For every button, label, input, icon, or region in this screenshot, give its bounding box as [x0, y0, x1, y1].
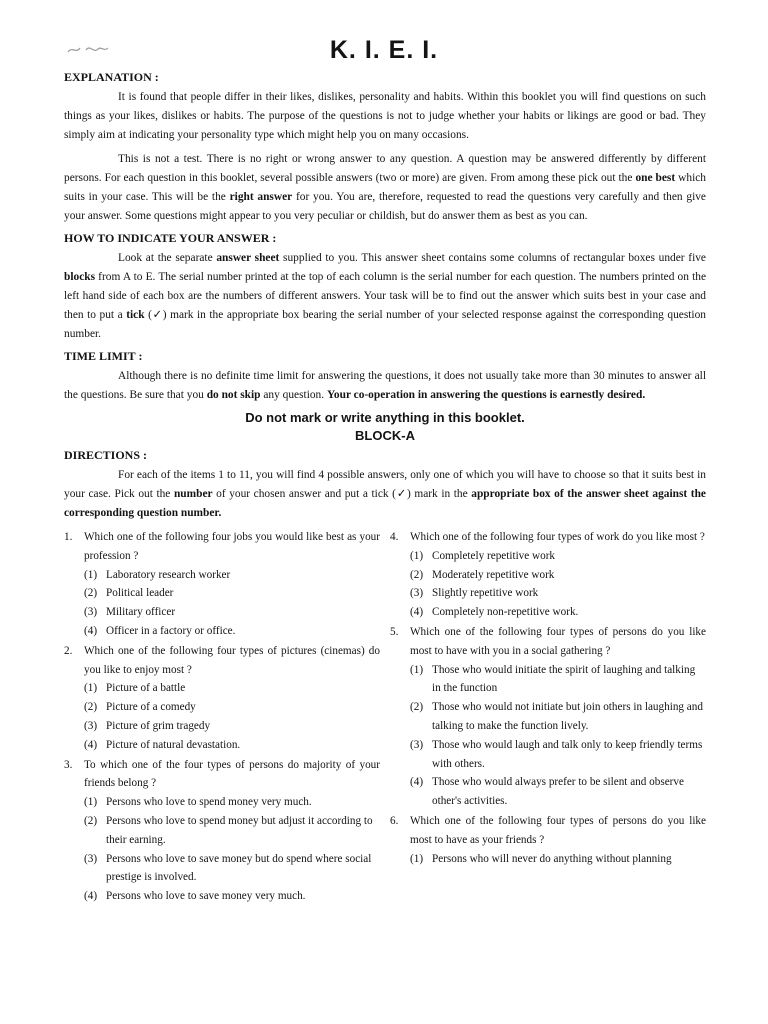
emphasis-appropriate-box: appropriate box of the answer sheet against the corresponding question number.: [64, 488, 706, 519]
booklet-content: [64, 68, 706, 907]
text-run: which suits in your case. This will be the: [64, 172, 706, 203]
time-limit-heading: TIME LIMIT :: [64, 349, 143, 363]
answer-option: [64, 793, 380, 812]
option-number: (1): [410, 549, 424, 562]
emphasis-one-best: one best: [635, 172, 676, 184]
option-text: Picture of grim tragedy: [106, 719, 211, 732]
question-stem: [64, 528, 380, 566]
option-number: (4): [410, 606, 424, 619]
option-text: Those who would always prefer to be silent and observe other's activities.: [432, 776, 684, 808]
text-run: supplied to you. This answer sheet contains some columns of rectangular boxes under five: [279, 252, 706, 264]
questions-right-column: [390, 528, 706, 907]
text-run: For each of the items 1 to 11, you will find 4 possible answers, only one of which you will have to choose so that it suits best in your case. Pick out the: [64, 469, 706, 500]
option-text: Persons who love to save money very much.: [106, 890, 306, 903]
option-number: (4): [84, 738, 98, 751]
question-text: Which one of the following four types of persons do you like most to have with you in a social gathering ?: [410, 625, 706, 657]
option-number: (2): [84, 587, 98, 600]
explanation-paragraph-2: [64, 150, 706, 226]
option-text: Political leader: [106, 587, 174, 600]
option-number: (4): [84, 624, 98, 637]
option-text: Military officer: [106, 606, 176, 619]
question-text: Which one of the following four jobs you would like best as your profession ?: [84, 531, 380, 562]
option-number: (3): [410, 738, 424, 751]
option-text: Completely repetitive work: [432, 549, 556, 562]
text-run: (✓) mark in the appropriate box bearing the serial number of your selected response against the corresponding question number.: [64, 309, 706, 340]
directions-heading: DIRECTIONS :: [64, 448, 148, 462]
text-run: This is not a test. There is no right or wrong answer to any question. A question may be answered differently by different persons. For each question in this booklet, several possible answers (two or more) are given. From among these pick out the: [64, 153, 706, 184]
question-stem: [390, 623, 706, 661]
option-text: Moderately repetitive work: [432, 568, 555, 581]
option-number: (2): [84, 701, 98, 714]
question-stem: [390, 528, 706, 547]
question-number: 2.: [64, 644, 73, 657]
question-number: 3.: [64, 758, 73, 771]
option-number: (1): [84, 682, 98, 695]
answer-option: [390, 850, 706, 869]
text-run: Although there is no definite time limit for answering the questions, it does not usually take more than 30 minutes to answer all the questions. Be sure that you: [64, 370, 706, 401]
questions-left-column: [64, 528, 380, 907]
question-number: 6.: [390, 814, 399, 827]
question-text: To which one of the four types of persons do majority of your friends belong ?: [84, 758, 380, 790]
answer-option: [390, 566, 706, 585]
explanation-heading: EXPLANATION :: [64, 70, 159, 84]
emphasis-number: number: [173, 488, 213, 500]
question-item: [64, 756, 380, 906]
answer-option: [64, 850, 380, 888]
option-text: Officer in a factory or office.: [106, 624, 236, 637]
question-stem: [390, 812, 706, 850]
option-number: (3): [84, 606, 98, 619]
option-number: (2): [84, 814, 98, 827]
text-run: from A to E. The serial number printed at the top of each column is the serial number for each question. The numbers printed on the left hand side of each box are the numbers of different answers. Your task will be to find out the answer which suits best in your case and then to put a: [64, 271, 706, 321]
answer-option: [64, 717, 380, 736]
block-title: BLOCK-A: [355, 428, 415, 443]
answer-option: [390, 603, 706, 622]
answer-option: [64, 812, 380, 850]
question-item: [64, 528, 380, 641]
option-number: (3): [84, 719, 98, 732]
answer-option: [390, 547, 706, 566]
question-number: 4.: [390, 531, 399, 543]
question-text: Which one of the following four types of work do you like most ?: [410, 531, 705, 543]
time-limit-paragraph: [64, 367, 706, 405]
option-number: (4): [84, 890, 98, 903]
explanation-paragraph-1: It is found that people differ in their likes, dislikes, personality and habits. Within this booklet you will find questions on such things as your likes, dislikes or habits. The purpose of the questions is not to judge whether your habits or likings are good or bad. They simply aim at indicating your personality type which might help you on many occasions.: [64, 91, 706, 141]
how-to-heading: HOW TO INDICATE YOUR ANSWER :: [64, 231, 277, 245]
emphasis-tick: tick: [126, 309, 145, 321]
option-number: (4): [410, 776, 424, 789]
option-number: (2): [410, 701, 424, 714]
answer-option: [64, 736, 380, 755]
option-number: (1): [84, 796, 98, 809]
question-item: [64, 642, 380, 755]
option-text: Those who would not initiate but join others in laughing and talking to make the function lively.: [432, 701, 703, 732]
question-number: 5.: [390, 625, 399, 638]
answer-option: [390, 661, 706, 699]
answer-option: [64, 566, 380, 585]
option-text: Picture of natural devastation.: [106, 738, 241, 751]
directions-paragraph: [64, 466, 706, 523]
question-stem: [64, 642, 380, 680]
question-text: Which one of the following four types of pictures (cinemas) do you like to enjoy most ?: [84, 644, 380, 676]
text-run: Look at the separate: [118, 252, 217, 264]
answer-option: [64, 584, 380, 603]
answer-option: [390, 584, 706, 603]
answer-option: [390, 736, 706, 774]
option-text: Laboratory research worker: [106, 568, 231, 581]
option-text: Those who would laugh and talk only to keep friendly terms with others.: [432, 738, 703, 770]
how-to-paragraph: [64, 249, 706, 344]
text-run: for you. You are, therefore, requested to read the questions very carefully and then give your answer. Some questions might appear to you very peculiar or childish, but do answer them as best as you can.: [64, 191, 706, 222]
emphasis-cooperation: Your co-operation in answering the questions is earnestly desired.: [326, 389, 646, 401]
option-number: (1): [410, 852, 424, 865]
option-number: (3): [84, 852, 98, 865]
option-text: Persons who love to spend money but adjust it according to their earning.: [106, 814, 373, 846]
booklet-notice: Do not mark or write anything in this booklet.: [245, 410, 525, 425]
option-text: Persons who will never do anything without planning: [432, 852, 672, 865]
option-text: Persons who love to spend money very much.: [106, 796, 312, 809]
answer-option: [64, 679, 380, 698]
question-item: [390, 623, 706, 811]
option-text: Slightly repetitive work: [432, 587, 539, 600]
question-item: [390, 528, 706, 622]
text-run: of your chosen answer and put a tick (✓) mark in the: [212, 488, 472, 500]
answer-option: [390, 773, 706, 811]
answer-option: [64, 603, 380, 622]
option-text: Those who would initiate the spirit of laughing and talking in the function: [432, 663, 696, 695]
emphasis-blocks: blocks: [64, 271, 96, 283]
question-text: Which one of the following four types of persons do you like most to have as your friends ?: [410, 814, 706, 846]
text-run: any question.: [260, 389, 327, 401]
question-number: 1.: [64, 531, 73, 543]
option-text: Persons who love to save money but do spend where social prestige is involved.: [106, 852, 372, 884]
option-number: (3): [410, 587, 424, 600]
option-number: (1): [410, 663, 424, 676]
option-number: (1): [84, 568, 98, 581]
option-text: Picture of a comedy: [106, 701, 196, 714]
emphasis-right-answer: right answer: [229, 191, 293, 203]
answer-option: [64, 887, 380, 906]
page-title: K. I. E. I.: [329, 36, 439, 64]
emphasis-answer-sheet: answer sheet: [216, 252, 280, 264]
option-text: Completely non-repetitive work.: [432, 606, 579, 619]
emphasis-do-not-skip: do not skip: [206, 389, 261, 401]
option-number: (2): [410, 568, 424, 581]
question-stem: [64, 756, 380, 794]
question-item: [390, 812, 706, 868]
answer-option: [64, 622, 380, 641]
answer-option: [390, 698, 706, 736]
questions-columns: [64, 528, 706, 907]
option-text: Picture of a battle: [106, 682, 186, 695]
answer-option: [64, 698, 380, 717]
